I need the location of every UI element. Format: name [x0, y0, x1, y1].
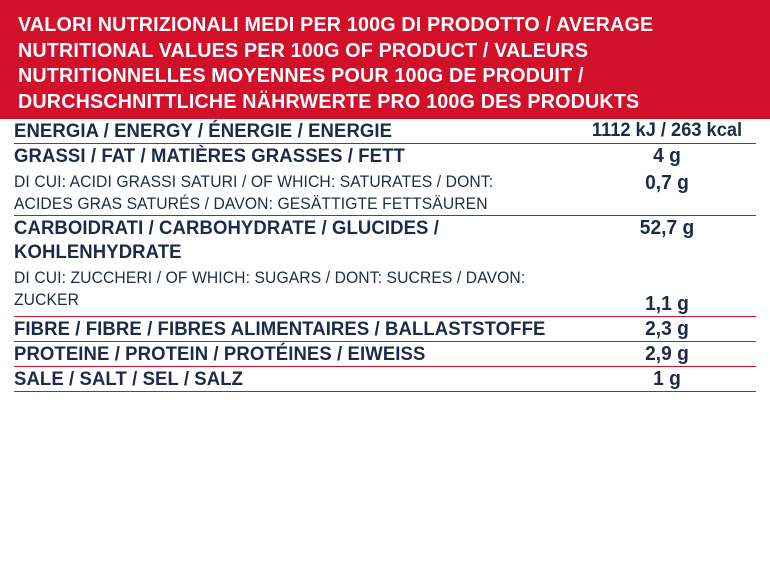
- row-value: 4 g: [653, 145, 681, 167]
- row-sublabel: DI CUI: ACIDI GRASSI SATURI / OF WHICH: SATURATES / DONT: ACIDES GRAS SATURÉS / DAVON: GESÄTTIGTE FETTSÄUREN: [14, 173, 494, 213]
- row-value: 1 g: [653, 368, 681, 390]
- row-value: 52,7 g: [639, 217, 695, 239]
- row-label: CARBOIDRATI / CARBOHYDRATE / GLUCIDES / KOHLENHYDRATE: [14, 217, 439, 263]
- row-value-cell: [578, 342, 756, 367]
- row-label-cell: [14, 367, 578, 392]
- table-row: [14, 342, 756, 367]
- table-row: [14, 367, 756, 392]
- row-label: FIBRE / FIBRE / FIBRES ALIMENTAIRES / BALLASTSTOFFE: [14, 318, 546, 340]
- row-value-cell: [578, 367, 756, 392]
- nutrition-table-wrapper: [0, 119, 770, 581]
- table-row: [14, 144, 756, 216]
- nutrition-table: [14, 119, 756, 392]
- row-label-cell: [14, 119, 578, 144]
- row-value-cell: [578, 317, 756, 342]
- row-label-cell: [14, 216, 578, 317]
- row-label: ENERGIA / ENERGY / ÉNERGIE / ENERGIE: [14, 120, 393, 142]
- row-label: SALE / SALT / SEL / SALZ: [14, 368, 244, 390]
- row-sublabel: DI CUI: ZUCCHERI / OF WHICH: SUGARS / DONT: SUCRES / DAVON: ZUCKER: [14, 269, 526, 309]
- row-subvalue: 0,7 g: [645, 172, 689, 194]
- row-label-cell: [14, 317, 578, 342]
- row-label-cell: [14, 144, 578, 216]
- row-value: 2,3 g: [645, 318, 689, 340]
- nutrition-header-band: [0, 0, 770, 119]
- table-row: [14, 216, 756, 317]
- row-value: 2,9 g: [645, 343, 689, 365]
- row-label-cell: [14, 342, 578, 367]
- row-value: 1112 kJ / 263 kcal: [591, 120, 743, 141]
- nutrition-header-title: VALORI NUTRIZIONALI MEDI PER 100G DI PRODOTTO / AVERAGE NUTRITIONAL VALUES PER 100G OF PRODUCT / VALEURS NUTRITIONNELLES MOYENNES POUR 100G DE PRODUIT / DURCHSCHNITTLICHE NÄHRWERTE PRO 100G DES PRODUKTS: [18, 13, 654, 113]
- row-value-cell: [578, 216, 756, 317]
- row-value-cell: [578, 144, 756, 216]
- table-row: [14, 317, 756, 342]
- row-subvalue: 1,1 g: [645, 293, 689, 315]
- table-row: [14, 119, 756, 144]
- row-label: PROTEINE / PROTEIN / PROTÉINES / EIWEISS: [14, 343, 426, 365]
- row-value-cell: [578, 119, 756, 144]
- row-label: GRASSI / FAT / MATIÈRES GRASSES / FETT: [14, 145, 405, 167]
